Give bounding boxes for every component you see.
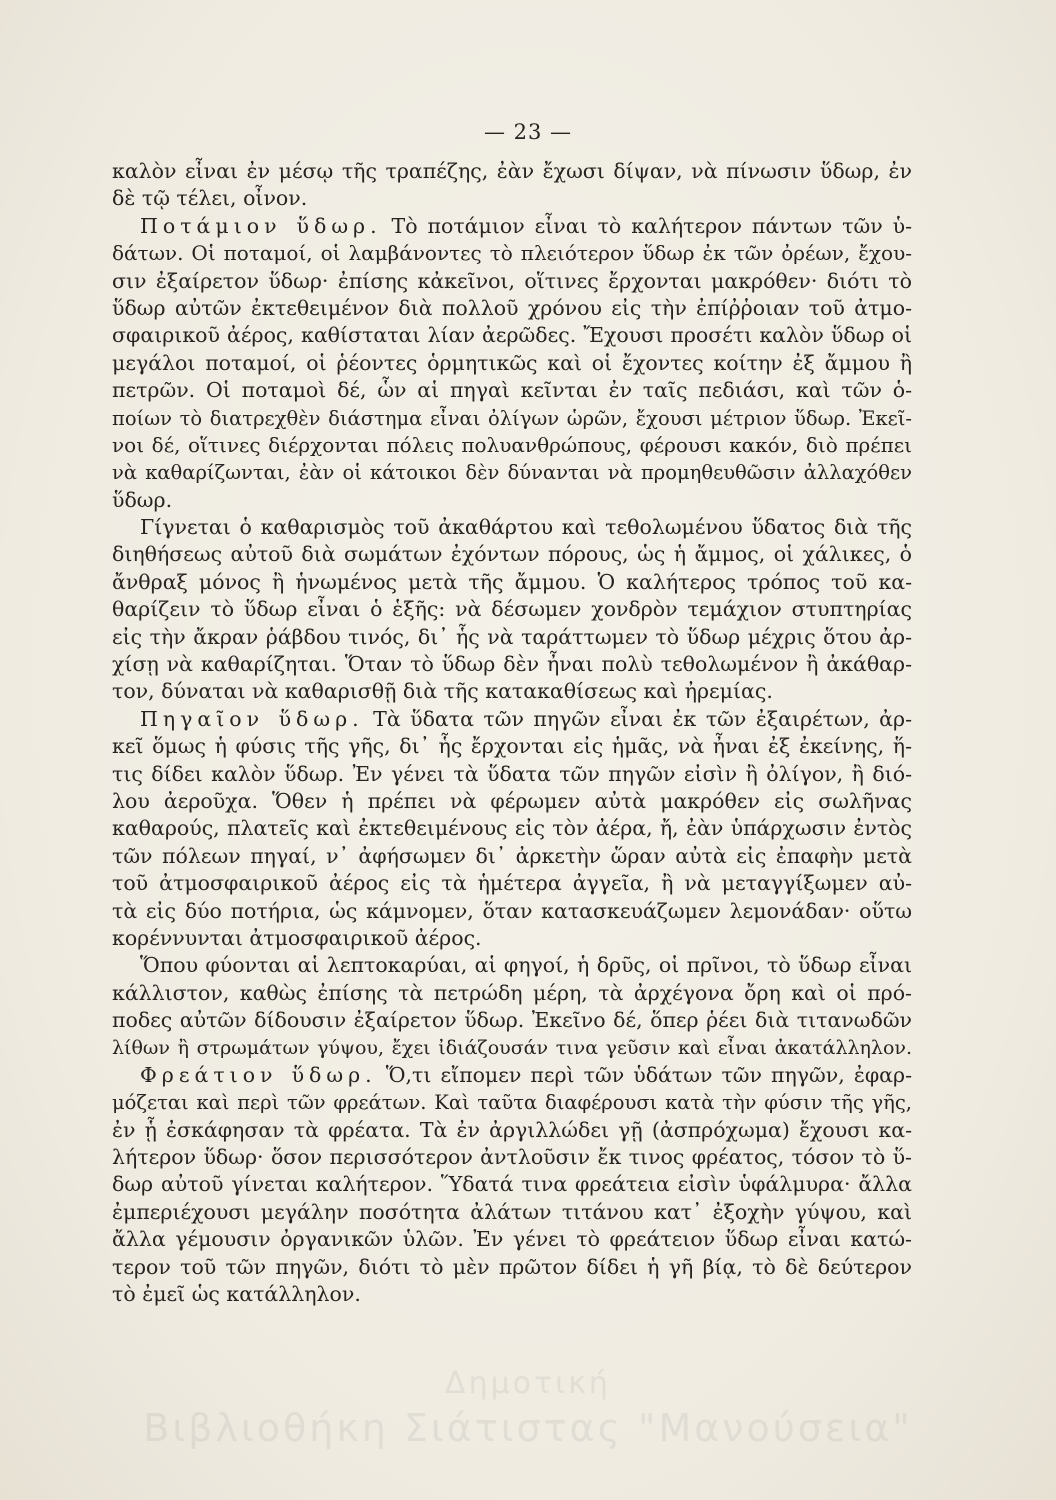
- line-text: κορέννυνται ἀτμοσφαιρικοῦ ἀέρος.: [112, 925, 482, 950]
- text-line: [112, 213, 912, 240]
- text-line: [112, 268, 912, 295]
- text-line: [112, 651, 912, 678]
- line-text: μόζεται καὶ περὶ τῶν φρεάτων. Καὶ ταῦτα διαφέρουσι κατὰ τὴν φύσιν τῆς γῆς,: [112, 1091, 912, 1115]
- line-text: τὸ ἐμεῖ ὡς κατάλληλον.: [112, 1282, 361, 1307]
- text-line: [112, 925, 912, 952]
- text-line: [112, 405, 912, 432]
- text-line: [112, 432, 912, 459]
- text-line: [112, 1117, 912, 1144]
- text-line: [112, 541, 912, 568]
- text-line: [112, 240, 912, 267]
- line-text: δωρ αὐτοῦ γίνεται καλήτερον. Ὕδατά τινα φρεάτεια εἰσὶν ὑφάλμυρα· ἄλλα: [112, 1172, 912, 1197]
- text-line: [112, 350, 912, 377]
- line-text: Τὰ ὕδατα τῶν πηγῶν εἶναι ἐκ τῶν ἐξαιρέτων, ἀρ-: [363, 706, 913, 731]
- text-line: [112, 1281, 912, 1308]
- line-text: νὰ καθαρίζωνται, ἐὰν οἱ κάτοικοι δὲν δύνανται νὰ προμηθευθῶσιν ἀλλαχόθεν: [112, 461, 912, 485]
- text-line: [112, 1226, 912, 1253]
- line-text: θαρίζειν τὸ ὕδωρ εἶναι ὁ ἑξῆς: νὰ δέσωμεν χονδρὸν τεμάχιον στυπτηρίας: [112, 597, 912, 622]
- watermark-line-1: Δημοτική: [445, 1366, 611, 1401]
- line-text: εἰς τὴν ἄκραν ῥάβδου τινός, δι᾽ ἧς νὰ ταράττωμεν τὸ ὕδωρ μέχρις ὅτου ἀρ-: [112, 624, 912, 649]
- text-line: [112, 459, 912, 486]
- line-text: τὰ εἰς δύο ποτήρια, ὡς κάμνομεν, ὅταν κατασκευάζωμεν λεμονάδαν· οὕτω: [112, 898, 912, 923]
- section-heading: Ποτάμιον ὕδωρ.: [140, 213, 382, 238]
- text-line: [112, 678, 912, 705]
- text-line: [112, 487, 912, 514]
- text-line: [112, 898, 912, 925]
- text-line: [112, 1035, 912, 1062]
- text-line: [112, 295, 912, 322]
- text-line: [112, 1062, 912, 1089]
- line-text: δὲ τῷ τέλει, οἶνον.: [112, 186, 308, 211]
- line-text: διηθήσεως αὐτοῦ διὰ σωμάτων ἐχόντων πόρους, ὡς ἡ ἄμμος, οἱ χάλικες, ὁ: [112, 542, 912, 567]
- section-heading: Πηγαῖον ὕδωρ.: [140, 706, 364, 731]
- line-text: χίσῃ νὰ καθαρίζηται. Ὅταν τὸ ὕδωρ δὲν ἦναι πολὺ τεθολωμένον ἢ ἀκάθαρ-: [112, 652, 912, 677]
- line-text: τοῦ ἀτμοσφαιρικοῦ ἀέρος εἰς τὰ ἡμέτερα ἀγγεῖα, ἢ νὰ μεταγγίξωμεν αὐ-: [112, 871, 912, 896]
- text-line: [112, 377, 912, 404]
- text-line: [112, 1007, 912, 1034]
- watermark-line-2: Βιβλιοθήκη Σιάτιστας "Μανούσεια": [143, 1406, 913, 1450]
- section-heading: Φρεάτιον ὕδωρ.: [140, 1062, 377, 1087]
- line-text: σφαιρικοῦ ἀέρος, καθίσταται λίαν ἀερῶδες. Ἔχουσι προσέτι καλὸν ὕδωρ οἱ: [112, 323, 912, 348]
- text-line: [112, 1171, 912, 1198]
- line-text: τερον τοῦ τῶν πηγῶν, διότι τὸ μὲν πρῶτον δίδει ἡ γῆ βίᾳ, τὸ δὲ δεύτερον: [112, 1254, 912, 1279]
- text-line: [112, 843, 912, 870]
- line-text: Γίγνεται ὁ καθαρισμὸς τοῦ ἀκαθάρτου καὶ τεθολωμένου ὕδατος διὰ τῆς: [140, 515, 912, 540]
- line-text: ὕδωρ.: [112, 487, 173, 512]
- text-line: [112, 1089, 912, 1116]
- text-line: [112, 815, 912, 842]
- text-line: [112, 980, 912, 1007]
- line-text: λου ἀεροῦχα. Ὅθεν ἡ πρέπει νὰ φέρωμεν αὐτὰ μακρόθεν εἰς σωλῆνας: [112, 788, 912, 813]
- line-text: δάτων. Οἱ ποταμοί, οἱ λαμβάνοντες τὸ πλειότερον ὕδωρ ἐκ τῶν ὀρέων, ἔχου-: [112, 241, 912, 266]
- line-text: ποίων τὸ διατρεχθὲν διάστημα εἶναι ὀλίγων ὡρῶν, ἔχουσι μέτριον ὕδωρ. Ἐκεῖ-: [112, 406, 912, 430]
- line-text: ποδες αὐτῶν δίδουσιν ἐξαίρετον ὕδωρ. Ἐκεῖνο δέ, ὅπερ ῥέει διὰ τιτανωδῶν: [112, 1008, 912, 1033]
- text-line: [112, 1199, 912, 1226]
- line-text: νοι δέ, οἵτινες διέρχονται πόλεις πολυανθρώπους, φέρουσι κακόν, διὸ πρέπει: [112, 432, 912, 457]
- body-text: [112, 158, 912, 1308]
- line-text: τις δίδει καλὸν ὕδωρ. Ἐν γένει τὰ ὕδατα τῶν πηγῶν εἰσὶν ἢ ὀλίγον, ἢ διό-: [112, 761, 912, 786]
- text-line: [112, 569, 912, 596]
- text-line: [112, 1144, 912, 1171]
- line-text: ἄλλα γέμουσιν ὀργανικῶν ὑλῶν. Ἐν γένει τὸ φρεάτειον ὕδωρ εἶναι κατώ-: [112, 1227, 912, 1252]
- line-text: καθαρούς, πλατεῖς καὶ ἐκτεθειμένους εἰς τὸν ἀέρα, ἤ, ἐὰν ὑπάρχωσιν ἐντὸς: [112, 816, 912, 841]
- page-number: — 23 —: [483, 120, 573, 144]
- line-text: ἐμπεριέχουσι μεγάλην ποσότητα ἀλάτων τιτάνου κατ᾽ ἐξοχὴν γύψου, καὶ: [112, 1199, 912, 1224]
- line-text: Ὅπου φύονται αἱ λεπτοκαρύαι, αἱ φηγοί, ἡ δρῦς, οἱ πρῖνοι, τὸ ὕδωρ εἶναι: [140, 953, 912, 978]
- line-text: τον, δύναται νὰ καθαρισθῇ διὰ τῆς κατακαθίσεως καὶ ἠρεμίας.: [112, 679, 773, 704]
- line-text: καλὸν εἶναι ἐν μέσῳ τῆς τραπέζης, ἐὰν ἔχωσι δίψαν, νὰ πίνωσιν ὕδωρ, ἐν: [112, 159, 912, 183]
- line-text: ἐν ᾗ ἐσκάφησαν τὰ φρέατα. Τὰ ἐν ἀργιλλώδει γῇ (ἀσπρόχωμα) ἔχουσι κα-: [112, 1117, 912, 1142]
- text-line: [112, 596, 912, 623]
- text-line: [112, 514, 912, 541]
- line-text: ἄνθραξ μόνος ἢ ἡνωμένος μετὰ τῆς ἄμμου. Ὁ καλήτερος τρόπος τοῦ κα-: [112, 569, 912, 594]
- line-text: λίθων ἢ στρωμάτων γύψου, ἔχει ἰδιάζουσάν τινα γεῦσιν καὶ εἶναι ἀκατάλληλον.: [112, 1036, 912, 1059]
- text-line: [112, 952, 912, 979]
- text-line: [112, 761, 912, 788]
- line-text: ὕδωρ αὐτῶν ἐκτεθειμένον διὰ πολλοῦ χρόνου εἰς τὴν ἐπίῤῥοιαν τοῦ ἀτμο-: [112, 295, 912, 320]
- library-watermark: [0, 1362, 1056, 1450]
- line-text: τῶν πόλεων πηγαί, ν᾽ ἀφήσωμεν δι᾽ ἀρκετὴν ὥραν αὐτὰ εἰς ἐπαφὴν μετὰ: [112, 843, 912, 868]
- text-line: [112, 322, 912, 349]
- text-line: [112, 158, 912, 185]
- line-text: μεγάλοι ποταμοί, οἱ ῥέοντες ὁρμητικῶς καὶ οἱ ἔχοντες κοίτην ἐξ ἄμμου ἢ: [112, 350, 912, 375]
- line-text: πετρῶν. Οἱ ποταμοὶ δέ, ὧν αἱ πηγαὶ κεῖνται ἐν ταῖς πεδιάσι, καὶ τῶν ὁ-: [112, 378, 912, 403]
- line-text: Ὅ,τι εἴπομεν περὶ τῶν ὑδάτων τῶν πηγῶν, ἐφαρ-: [376, 1062, 912, 1087]
- line-text: λήτερον ὕδωρ· ὅσον περισσότερον ἀντλοῦσιν ἔκ τινος φρέατος, τόσον τὸ ὕ-: [112, 1145, 912, 1170]
- line-text: κεῖ ὅμως ἡ φύσις τῆς γῆς, δι᾽ ἧς ἔρχονται εἰς ἡμᾶς, νὰ ἦναι ἐξ ἐκείνης, ἥ-: [112, 734, 912, 759]
- text-line: [112, 624, 912, 651]
- text-line: [112, 706, 912, 733]
- text-line: [112, 788, 912, 815]
- line-text: Τὸ ποτάμιον εἶναι τὸ καλήτερον πάντων τῶν ὑ-: [381, 213, 912, 238]
- text-line: [112, 870, 912, 897]
- text-line: [112, 1254, 912, 1281]
- line-text: κάλλιστον, καθὼς ἐπίσης τὰ πετρώδη μέρη, τὰ ἀρχέγονα ὄρη καὶ οἱ πρό-: [112, 980, 912, 1005]
- text-line: [112, 185, 912, 212]
- text-line: [112, 733, 912, 760]
- line-text: σιν ἐξαίρετον ὕδωρ· ἐπίσης κἀκεῖνοι, οἵτινες ἔρχονται μακρόθεν· διότι τὸ: [112, 268, 912, 293]
